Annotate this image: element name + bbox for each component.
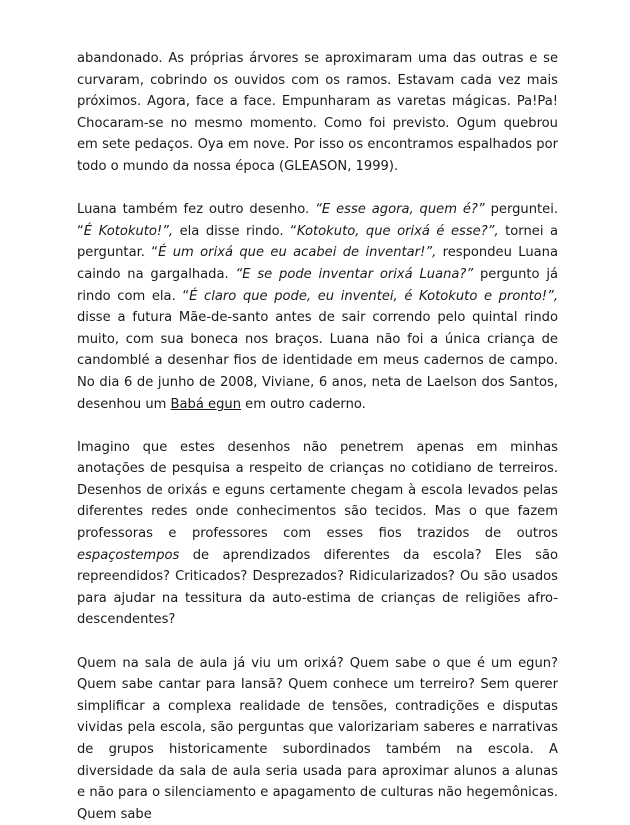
paragraph-imagino	[77, 437, 558, 631]
paragraph-text: abandonado. As próprias árvores se aproximaram uma das outras e se curvaram, cobrindo os ouvidos com os ramos. Estavam cada vez mais próximos. Agora, face a face. Empunharam as varetas mágicas. Pa!Pa! Chocaram-se no mesmo momento. Como foi previsto. Ogum quebrou em sete pedaços. Oya em nove. Por isso os encontramos espalhados por todo o mundo da nossa época (GLEASON, 1999).	[77, 51, 558, 174]
italic-quote: É Kotokuto!”,	[83, 223, 174, 239]
underlined-term: Babá egun	[170, 396, 241, 412]
text-segment: ela disse rindo. “	[173, 223, 297, 239]
text-segment: de aprendizados diferentes da escola? Eles são repreendidos? Criticados? Desprezados? Ridicularizados? Ou são usados para ajudar na tessitura da auto-estima de crianças de religiões afro-descendentes?	[77, 547, 558, 628]
italic-quote: É claro que pode, eu inventei, é Kotokuto e pronto!”,	[189, 288, 558, 304]
italic-quote: Kotokuto, que orixá é esse?”,	[296, 223, 499, 239]
paragraph-spacer	[77, 631, 558, 653]
italic-term: espaçostempos	[77, 547, 180, 563]
paragraph-spacer	[77, 178, 558, 200]
paragraph-text: Quem na sala de aula já viu um orixá? Quem sabe o que é um egun? Quem sabe cantar para Iansã? Quem conhece um terreiro? Sem querer simplificar a complexa realidade de tensões, contradições e disputas vividas pela escola, são perguntas que valorizariam saberes e narrativas de grupos historicamente subordinados também na escola. A diversidade da sala de aula seria usada para aproximar alunos a alunas e não para o silenciamento e apagamento de culturas não hegemônicas. Quem sabe	[77, 655, 558, 822]
text-segment: em outro caderno.	[241, 396, 366, 412]
text-segment: perguntei. “	[77, 202, 558, 239]
text-segment: disse a futura Mãe-de-santo antes de sair correndo pelo quintal rindo muito, com sua boneca nos braços. Luana não foi a única criança de candomblé a desenhar fios de identidade em meus cadernos de campo. No dia 6 de junho de 2008, Viviane, 6 anos, neta de Laelson dos Santos, desenhou um	[77, 310, 558, 412]
italic-quote: “E esse agora, quem é?”	[315, 202, 485, 218]
italic-quote: É um orixá que eu acabei de inventar!”,	[158, 245, 437, 261]
text-segment: respondeu Luana caindo na gargalhada.	[77, 245, 558, 282]
paragraph-abandonado	[77, 48, 558, 178]
paragraph-luana	[77, 199, 558, 415]
text-segment: tornei a perguntar. “	[77, 223, 558, 261]
text-segment: Imagino que estes desenhos não penetrem apenas em minhas anotações de pesquisa a respeito de crianças no cotidiano de terreiros. Desenhos de orixás e eguns certamente chegam à escola levados pelas diferentes redes onde conhecimentos são tecidos. Mas o que fazem professoras e professores com esses fios trazidos de outros	[77, 439, 558, 542]
text-segment: Luana também fez outro desenho.	[77, 202, 316, 218]
paragraph-spacer	[77, 415, 558, 437]
paragraph-quem	[77, 653, 558, 825]
document-page	[77, 48, 558, 825]
text-segment: pergunto já rindo com ela. “	[77, 266, 559, 304]
italic-quote: “E se pode inventar orixá Luana?”	[235, 266, 474, 282]
